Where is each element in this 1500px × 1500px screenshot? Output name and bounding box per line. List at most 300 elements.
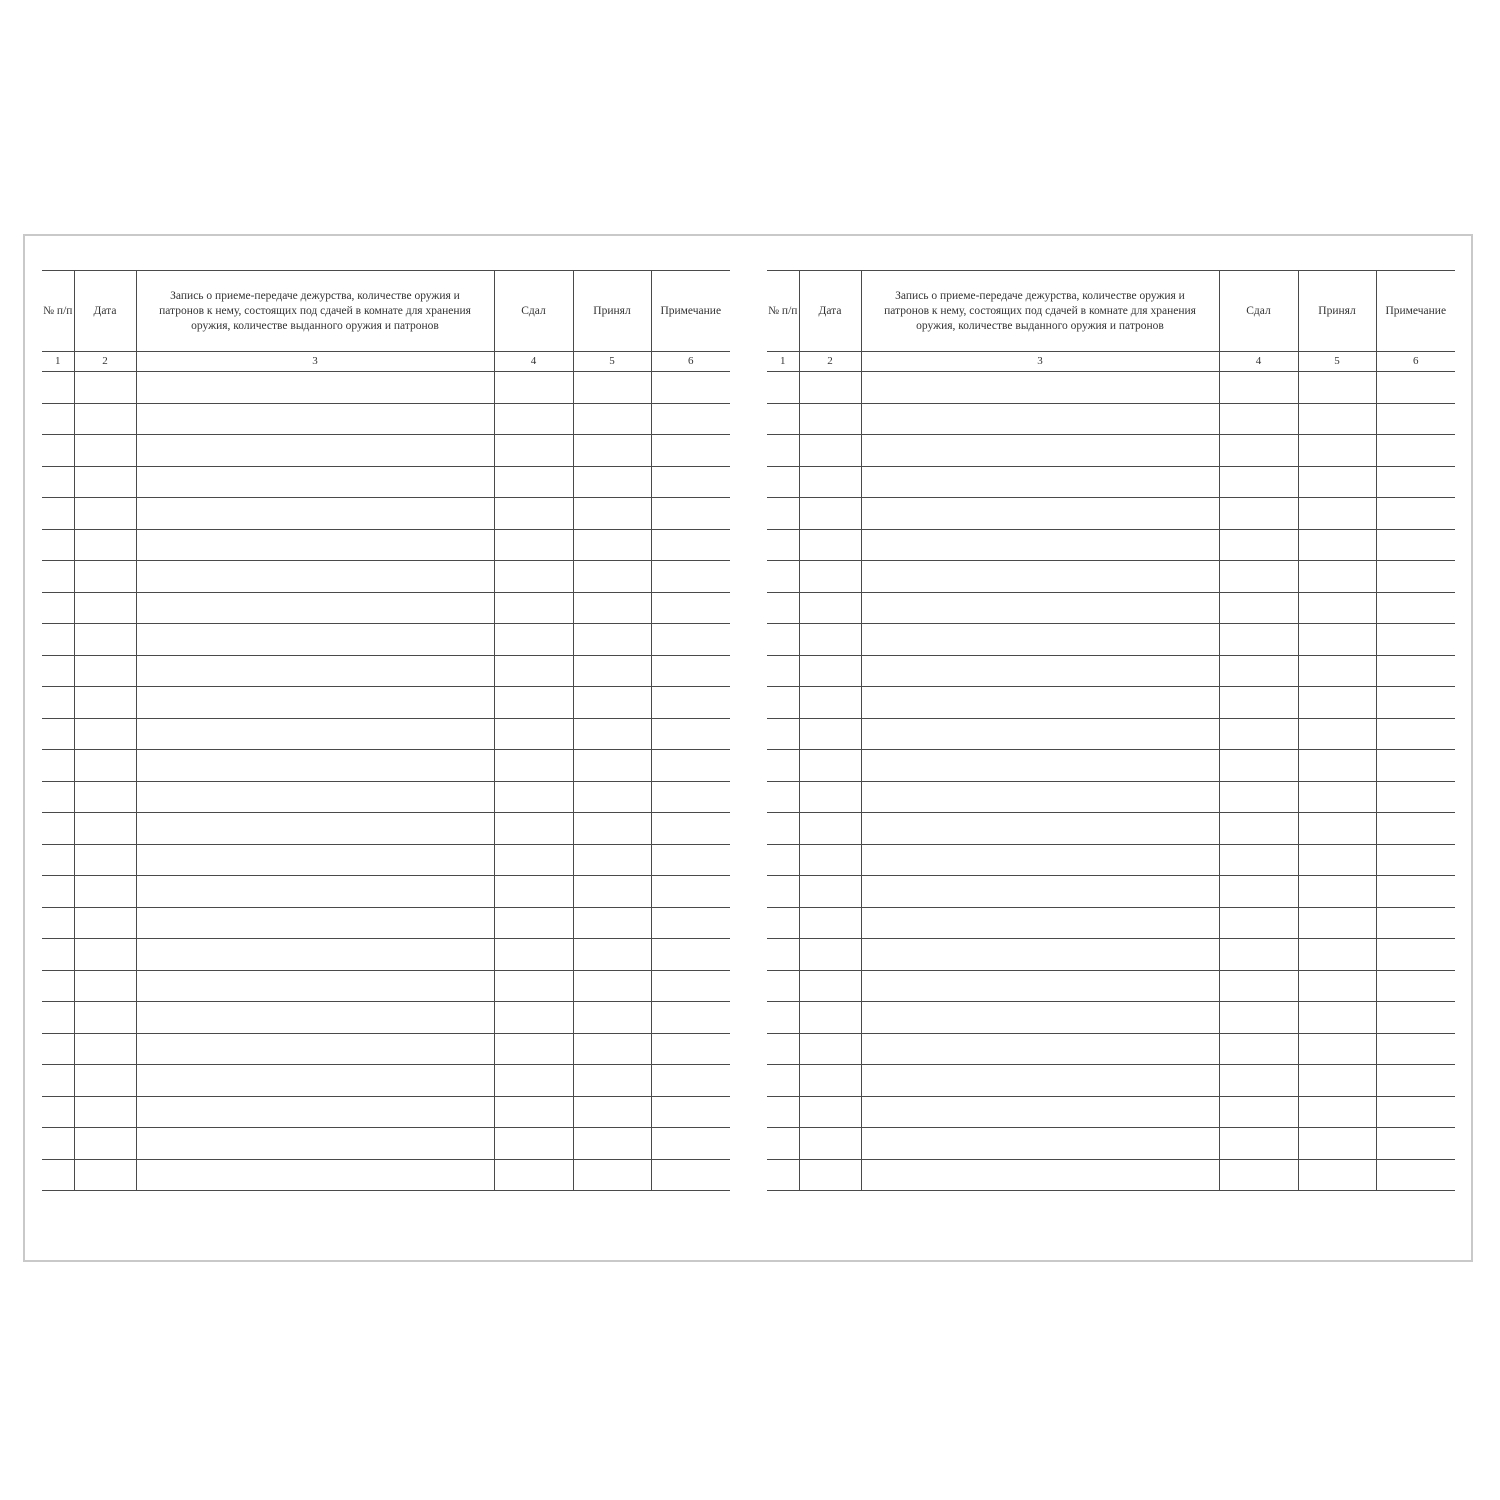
table-cell[interactable] (1219, 403, 1298, 435)
table-cell[interactable] (651, 466, 730, 498)
table-cell[interactable] (1219, 1065, 1298, 1097)
table-cell[interactable] (767, 718, 799, 750)
table-cell[interactable] (136, 403, 494, 435)
table-cell[interactable] (767, 907, 799, 939)
table-cell[interactable] (1219, 781, 1298, 813)
table-cell[interactable] (74, 403, 136, 435)
table-cell[interactable] (573, 781, 651, 813)
table-cell[interactable] (573, 592, 651, 624)
table-cell[interactable] (861, 939, 1219, 971)
table-cell[interactable] (1376, 624, 1455, 656)
table-cell[interactable] (494, 561, 573, 593)
table-cell[interactable] (861, 750, 1219, 782)
table-cell[interactable] (74, 466, 136, 498)
table-cell[interactable] (767, 876, 799, 908)
table-cell[interactable] (573, 1065, 651, 1097)
table-cell[interactable] (1376, 1096, 1455, 1128)
table-cell[interactable] (1219, 655, 1298, 687)
table-cell[interactable] (74, 655, 136, 687)
table-cell[interactable] (42, 844, 74, 876)
table-cell[interactable] (136, 529, 494, 561)
table-cell[interactable] (136, 498, 494, 530)
table-cell[interactable] (799, 372, 861, 404)
table-cell[interactable] (42, 1033, 74, 1065)
table-cell[interactable] (651, 687, 730, 719)
table-cell[interactable] (136, 844, 494, 876)
table-cell[interactable] (42, 939, 74, 971)
table-cell[interactable] (1298, 1002, 1376, 1034)
table-cell[interactable] (767, 372, 799, 404)
table-cell[interactable] (1219, 813, 1298, 845)
table-cell[interactable] (767, 1159, 799, 1191)
table-cell[interactable] (799, 561, 861, 593)
table-cell[interactable] (494, 1096, 573, 1128)
table-cell[interactable] (573, 813, 651, 845)
table-cell[interactable] (861, 592, 1219, 624)
table-cell[interactable] (494, 1002, 573, 1034)
table-cell[interactable] (799, 1159, 861, 1191)
table-cell[interactable] (494, 1128, 573, 1160)
table-cell[interactable] (651, 750, 730, 782)
table-cell[interactable] (494, 592, 573, 624)
table-cell[interactable] (1219, 498, 1298, 530)
table-cell[interactable] (1298, 624, 1376, 656)
table-cell[interactable] (1298, 907, 1376, 939)
table-cell[interactable] (1298, 372, 1376, 404)
table-cell[interactable] (42, 781, 74, 813)
table-cell[interactable] (494, 907, 573, 939)
table-cell[interactable] (651, 1159, 730, 1191)
table-cell[interactable] (1376, 781, 1455, 813)
table-cell[interactable] (799, 1002, 861, 1034)
table-cell[interactable] (799, 1033, 861, 1065)
table-cell[interactable] (74, 750, 136, 782)
table-cell[interactable] (136, 1002, 494, 1034)
table-cell[interactable] (1219, 1128, 1298, 1160)
table-cell[interactable] (767, 498, 799, 530)
table-cell[interactable] (74, 592, 136, 624)
table-cell[interactable] (799, 1065, 861, 1097)
table-cell[interactable] (1219, 1096, 1298, 1128)
table-cell[interactable] (136, 813, 494, 845)
table-cell[interactable] (1298, 466, 1376, 498)
table-cell[interactable] (494, 781, 573, 813)
table-cell[interactable] (799, 466, 861, 498)
table-cell[interactable] (74, 1159, 136, 1191)
table-cell[interactable] (494, 529, 573, 561)
table-cell[interactable] (1376, 813, 1455, 845)
table-cell[interactable] (136, 655, 494, 687)
table-cell[interactable] (573, 655, 651, 687)
table-cell[interactable] (1376, 1002, 1455, 1034)
table-cell[interactable] (1219, 687, 1298, 719)
table-cell[interactable] (799, 781, 861, 813)
table-cell[interactable] (74, 781, 136, 813)
table-cell[interactable] (861, 498, 1219, 530)
table-cell[interactable] (861, 403, 1219, 435)
table-cell[interactable] (494, 876, 573, 908)
table-cell[interactable] (573, 372, 651, 404)
table-cell[interactable] (1298, 1065, 1376, 1097)
table-cell[interactable] (573, 907, 651, 939)
table-cell[interactable] (767, 624, 799, 656)
table-cell[interactable] (861, 781, 1219, 813)
table-cell[interactable] (767, 1128, 799, 1160)
table-cell[interactable] (799, 592, 861, 624)
table-cell[interactable] (1376, 1159, 1455, 1191)
table-cell[interactable] (651, 907, 730, 939)
table-cell[interactable] (767, 781, 799, 813)
table-cell[interactable] (42, 1096, 74, 1128)
table-cell[interactable] (799, 813, 861, 845)
table-cell[interactable] (74, 1096, 136, 1128)
table-cell[interactable] (494, 466, 573, 498)
table-cell[interactable] (573, 876, 651, 908)
table-cell[interactable] (767, 813, 799, 845)
table-cell[interactable] (1376, 466, 1455, 498)
table-cell[interactable] (861, 970, 1219, 1002)
table-cell[interactable] (1219, 592, 1298, 624)
table-cell[interactable] (494, 1065, 573, 1097)
table-cell[interactable] (799, 750, 861, 782)
table-cell[interactable] (573, 844, 651, 876)
table-cell[interactable] (1219, 876, 1298, 908)
table-cell[interactable] (42, 750, 74, 782)
table-cell[interactable] (799, 876, 861, 908)
table-cell[interactable] (1298, 876, 1376, 908)
table-cell[interactable] (74, 813, 136, 845)
table-cell[interactable] (1298, 403, 1376, 435)
table-cell[interactable] (136, 687, 494, 719)
table-cell[interactable] (651, 844, 730, 876)
table-cell[interactable] (42, 498, 74, 530)
table-cell[interactable] (767, 1033, 799, 1065)
table-cell[interactable] (1298, 939, 1376, 971)
table-cell[interactable] (861, 687, 1219, 719)
table-cell[interactable] (1376, 939, 1455, 971)
table-cell[interactable] (1298, 1033, 1376, 1065)
table-cell[interactable] (42, 1002, 74, 1034)
table-cell[interactable] (573, 1159, 651, 1191)
table-cell[interactable] (1219, 561, 1298, 593)
table-cell[interactable] (136, 1096, 494, 1128)
table-cell[interactable] (42, 655, 74, 687)
table-cell[interactable] (767, 403, 799, 435)
table-cell[interactable] (861, 1033, 1219, 1065)
table-cell[interactable] (494, 687, 573, 719)
table-cell[interactable] (651, 1033, 730, 1065)
table-cell[interactable] (1219, 718, 1298, 750)
table-cell[interactable] (42, 1128, 74, 1160)
table-cell[interactable] (136, 1128, 494, 1160)
table-cell[interactable] (1298, 1159, 1376, 1191)
table-cell[interactable] (136, 372, 494, 404)
table-cell[interactable] (42, 687, 74, 719)
table-cell[interactable] (494, 498, 573, 530)
table-cell[interactable] (573, 624, 651, 656)
table-cell[interactable] (1298, 655, 1376, 687)
table-cell[interactable] (1219, 372, 1298, 404)
table-cell[interactable] (861, 372, 1219, 404)
table-cell[interactable] (651, 624, 730, 656)
table-cell[interactable] (651, 1128, 730, 1160)
table-cell[interactable] (573, 529, 651, 561)
table-cell[interactable] (861, 561, 1219, 593)
table-cell[interactable] (494, 403, 573, 435)
table-cell[interactable] (651, 1002, 730, 1034)
table-cell[interactable] (861, 435, 1219, 467)
table-cell[interactable] (799, 1128, 861, 1160)
table-cell[interactable] (1298, 781, 1376, 813)
table-cell[interactable] (74, 907, 136, 939)
table-cell[interactable] (799, 939, 861, 971)
table-cell[interactable] (651, 498, 730, 530)
table-cell[interactable] (42, 1159, 74, 1191)
table-cell[interactable] (74, 1033, 136, 1065)
table-cell[interactable] (42, 907, 74, 939)
table-cell[interactable] (651, 435, 730, 467)
table-cell[interactable] (651, 403, 730, 435)
table-cell[interactable] (42, 718, 74, 750)
table-cell[interactable] (1298, 1128, 1376, 1160)
table-cell[interactable] (494, 655, 573, 687)
table-cell[interactable] (74, 498, 136, 530)
table-cell[interactable] (573, 1096, 651, 1128)
table-cell[interactable] (74, 372, 136, 404)
table-cell[interactable] (136, 624, 494, 656)
table-cell[interactable] (42, 970, 74, 1002)
table-cell[interactable] (1298, 529, 1376, 561)
table-cell[interactable] (573, 1128, 651, 1160)
table-cell[interactable] (1298, 844, 1376, 876)
table-cell[interactable] (74, 1128, 136, 1160)
table-cell[interactable] (861, 1128, 1219, 1160)
table-cell[interactable] (1219, 844, 1298, 876)
table-cell[interactable] (767, 687, 799, 719)
table-cell[interactable] (573, 970, 651, 1002)
table-cell[interactable] (799, 435, 861, 467)
table-cell[interactable] (1376, 876, 1455, 908)
table-cell[interactable] (767, 592, 799, 624)
table-cell[interactable] (1219, 466, 1298, 498)
table-cell[interactable] (74, 435, 136, 467)
table-cell[interactable] (1298, 813, 1376, 845)
table-cell[interactable] (42, 561, 74, 593)
table-cell[interactable] (1298, 1096, 1376, 1128)
table-cell[interactable] (1298, 561, 1376, 593)
table-cell[interactable] (1219, 529, 1298, 561)
table-cell[interactable] (74, 876, 136, 908)
table-cell[interactable] (494, 372, 573, 404)
table-cell[interactable] (861, 1065, 1219, 1097)
table-cell[interactable] (136, 970, 494, 1002)
table-cell[interactable] (799, 498, 861, 530)
table-cell[interactable] (861, 1002, 1219, 1034)
table-cell[interactable] (1219, 939, 1298, 971)
table-cell[interactable] (494, 813, 573, 845)
table-cell[interactable] (136, 561, 494, 593)
table-cell[interactable] (74, 844, 136, 876)
table-cell[interactable] (494, 1033, 573, 1065)
table-cell[interactable] (861, 624, 1219, 656)
table-cell[interactable] (1219, 907, 1298, 939)
table-cell[interactable] (136, 750, 494, 782)
table-cell[interactable] (799, 718, 861, 750)
table-cell[interactable] (136, 435, 494, 467)
table-cell[interactable] (1219, 1002, 1298, 1034)
table-cell[interactable] (42, 403, 74, 435)
table-cell[interactable] (136, 466, 494, 498)
table-cell[interactable] (573, 687, 651, 719)
table-cell[interactable] (799, 403, 861, 435)
table-cell[interactable] (767, 750, 799, 782)
table-cell[interactable] (573, 498, 651, 530)
table-cell[interactable] (573, 1033, 651, 1065)
table-cell[interactable] (1376, 970, 1455, 1002)
table-cell[interactable] (42, 1065, 74, 1097)
table-cell[interactable] (136, 781, 494, 813)
table-cell[interactable] (1376, 687, 1455, 719)
table-cell[interactable] (799, 687, 861, 719)
table-cell[interactable] (1219, 750, 1298, 782)
table-cell[interactable] (651, 1096, 730, 1128)
table-cell[interactable] (861, 1096, 1219, 1128)
table-cell[interactable] (861, 718, 1219, 750)
table-cell[interactable] (136, 1065, 494, 1097)
table-cell[interactable] (651, 592, 730, 624)
table-cell[interactable] (1376, 1033, 1455, 1065)
table-cell[interactable] (651, 529, 730, 561)
table-cell[interactable] (651, 876, 730, 908)
table-cell[interactable] (1376, 718, 1455, 750)
table-cell[interactable] (861, 876, 1219, 908)
table-cell[interactable] (1219, 435, 1298, 467)
table-cell[interactable] (42, 876, 74, 908)
table-cell[interactable] (494, 624, 573, 656)
table-cell[interactable] (861, 844, 1219, 876)
table-cell[interactable] (1219, 1033, 1298, 1065)
table-cell[interactable] (136, 939, 494, 971)
table-cell[interactable] (1376, 592, 1455, 624)
table-cell[interactable] (1376, 907, 1455, 939)
table-cell[interactable] (799, 1096, 861, 1128)
table-cell[interactable] (1376, 435, 1455, 467)
table-cell[interactable] (651, 970, 730, 1002)
table-cell[interactable] (651, 813, 730, 845)
table-cell[interactable] (861, 1159, 1219, 1191)
table-cell[interactable] (1376, 655, 1455, 687)
table-cell[interactable] (861, 466, 1219, 498)
table-cell[interactable] (767, 844, 799, 876)
table-cell[interactable] (494, 1159, 573, 1191)
table-cell[interactable] (767, 435, 799, 467)
table-cell[interactable] (74, 561, 136, 593)
table-cell[interactable] (651, 1065, 730, 1097)
table-cell[interactable] (1298, 435, 1376, 467)
table-cell[interactable] (136, 1033, 494, 1065)
table-cell[interactable] (1376, 529, 1455, 561)
table-cell[interactable] (573, 939, 651, 971)
table-cell[interactable] (1376, 1128, 1455, 1160)
table-cell[interactable] (494, 844, 573, 876)
table-cell[interactable] (573, 750, 651, 782)
table-cell[interactable] (42, 592, 74, 624)
table-cell[interactable] (74, 939, 136, 971)
table-cell[interactable] (42, 466, 74, 498)
table-cell[interactable] (42, 435, 74, 467)
table-cell[interactable] (494, 970, 573, 1002)
table-cell[interactable] (74, 718, 136, 750)
table-cell[interactable] (573, 466, 651, 498)
table-cell[interactable] (136, 1159, 494, 1191)
table-cell[interactable] (799, 844, 861, 876)
table-cell[interactable] (767, 970, 799, 1002)
table-cell[interactable] (494, 939, 573, 971)
table-cell[interactable] (74, 1002, 136, 1034)
table-cell[interactable] (573, 561, 651, 593)
table-cell[interactable] (42, 813, 74, 845)
table-cell[interactable] (767, 1096, 799, 1128)
table-cell[interactable] (651, 718, 730, 750)
table-cell[interactable] (74, 970, 136, 1002)
table-cell[interactable] (42, 624, 74, 656)
table-cell[interactable] (1376, 1065, 1455, 1097)
table-cell[interactable] (1376, 498, 1455, 530)
table-cell[interactable] (861, 907, 1219, 939)
table-cell[interactable] (767, 466, 799, 498)
table-cell[interactable] (494, 750, 573, 782)
table-cell[interactable] (1298, 970, 1376, 1002)
table-cell[interactable] (861, 529, 1219, 561)
table-cell[interactable] (74, 1065, 136, 1097)
table-cell[interactable] (1298, 750, 1376, 782)
table-cell[interactable] (1298, 718, 1376, 750)
table-cell[interactable] (1376, 372, 1455, 404)
table-cell[interactable] (42, 529, 74, 561)
table-cell[interactable] (1298, 592, 1376, 624)
table-cell[interactable] (1298, 687, 1376, 719)
table-cell[interactable] (767, 1065, 799, 1097)
table-cell[interactable] (651, 372, 730, 404)
table-cell[interactable] (861, 813, 1219, 845)
table-cell[interactable] (74, 529, 136, 561)
table-cell[interactable] (767, 1002, 799, 1034)
table-cell[interactable] (799, 624, 861, 656)
table-cell[interactable] (767, 939, 799, 971)
table-cell[interactable] (573, 435, 651, 467)
table-cell[interactable] (136, 876, 494, 908)
table-cell[interactable] (1376, 561, 1455, 593)
table-cell[interactable] (573, 1002, 651, 1034)
table-cell[interactable] (861, 655, 1219, 687)
table-cell[interactable] (74, 624, 136, 656)
table-cell[interactable] (767, 529, 799, 561)
table-cell[interactable] (1219, 970, 1298, 1002)
table-cell[interactable] (799, 970, 861, 1002)
table-cell[interactable] (651, 561, 730, 593)
table-cell[interactable] (136, 907, 494, 939)
table-cell[interactable] (1376, 844, 1455, 876)
table-cell[interactable] (767, 655, 799, 687)
table-cell[interactable] (136, 592, 494, 624)
table-cell[interactable] (651, 781, 730, 813)
table-cell[interactable] (651, 939, 730, 971)
table-cell[interactable] (494, 435, 573, 467)
table-cell[interactable] (799, 907, 861, 939)
table-cell[interactable] (1376, 750, 1455, 782)
table-cell[interactable] (767, 561, 799, 593)
table-cell[interactable] (74, 687, 136, 719)
